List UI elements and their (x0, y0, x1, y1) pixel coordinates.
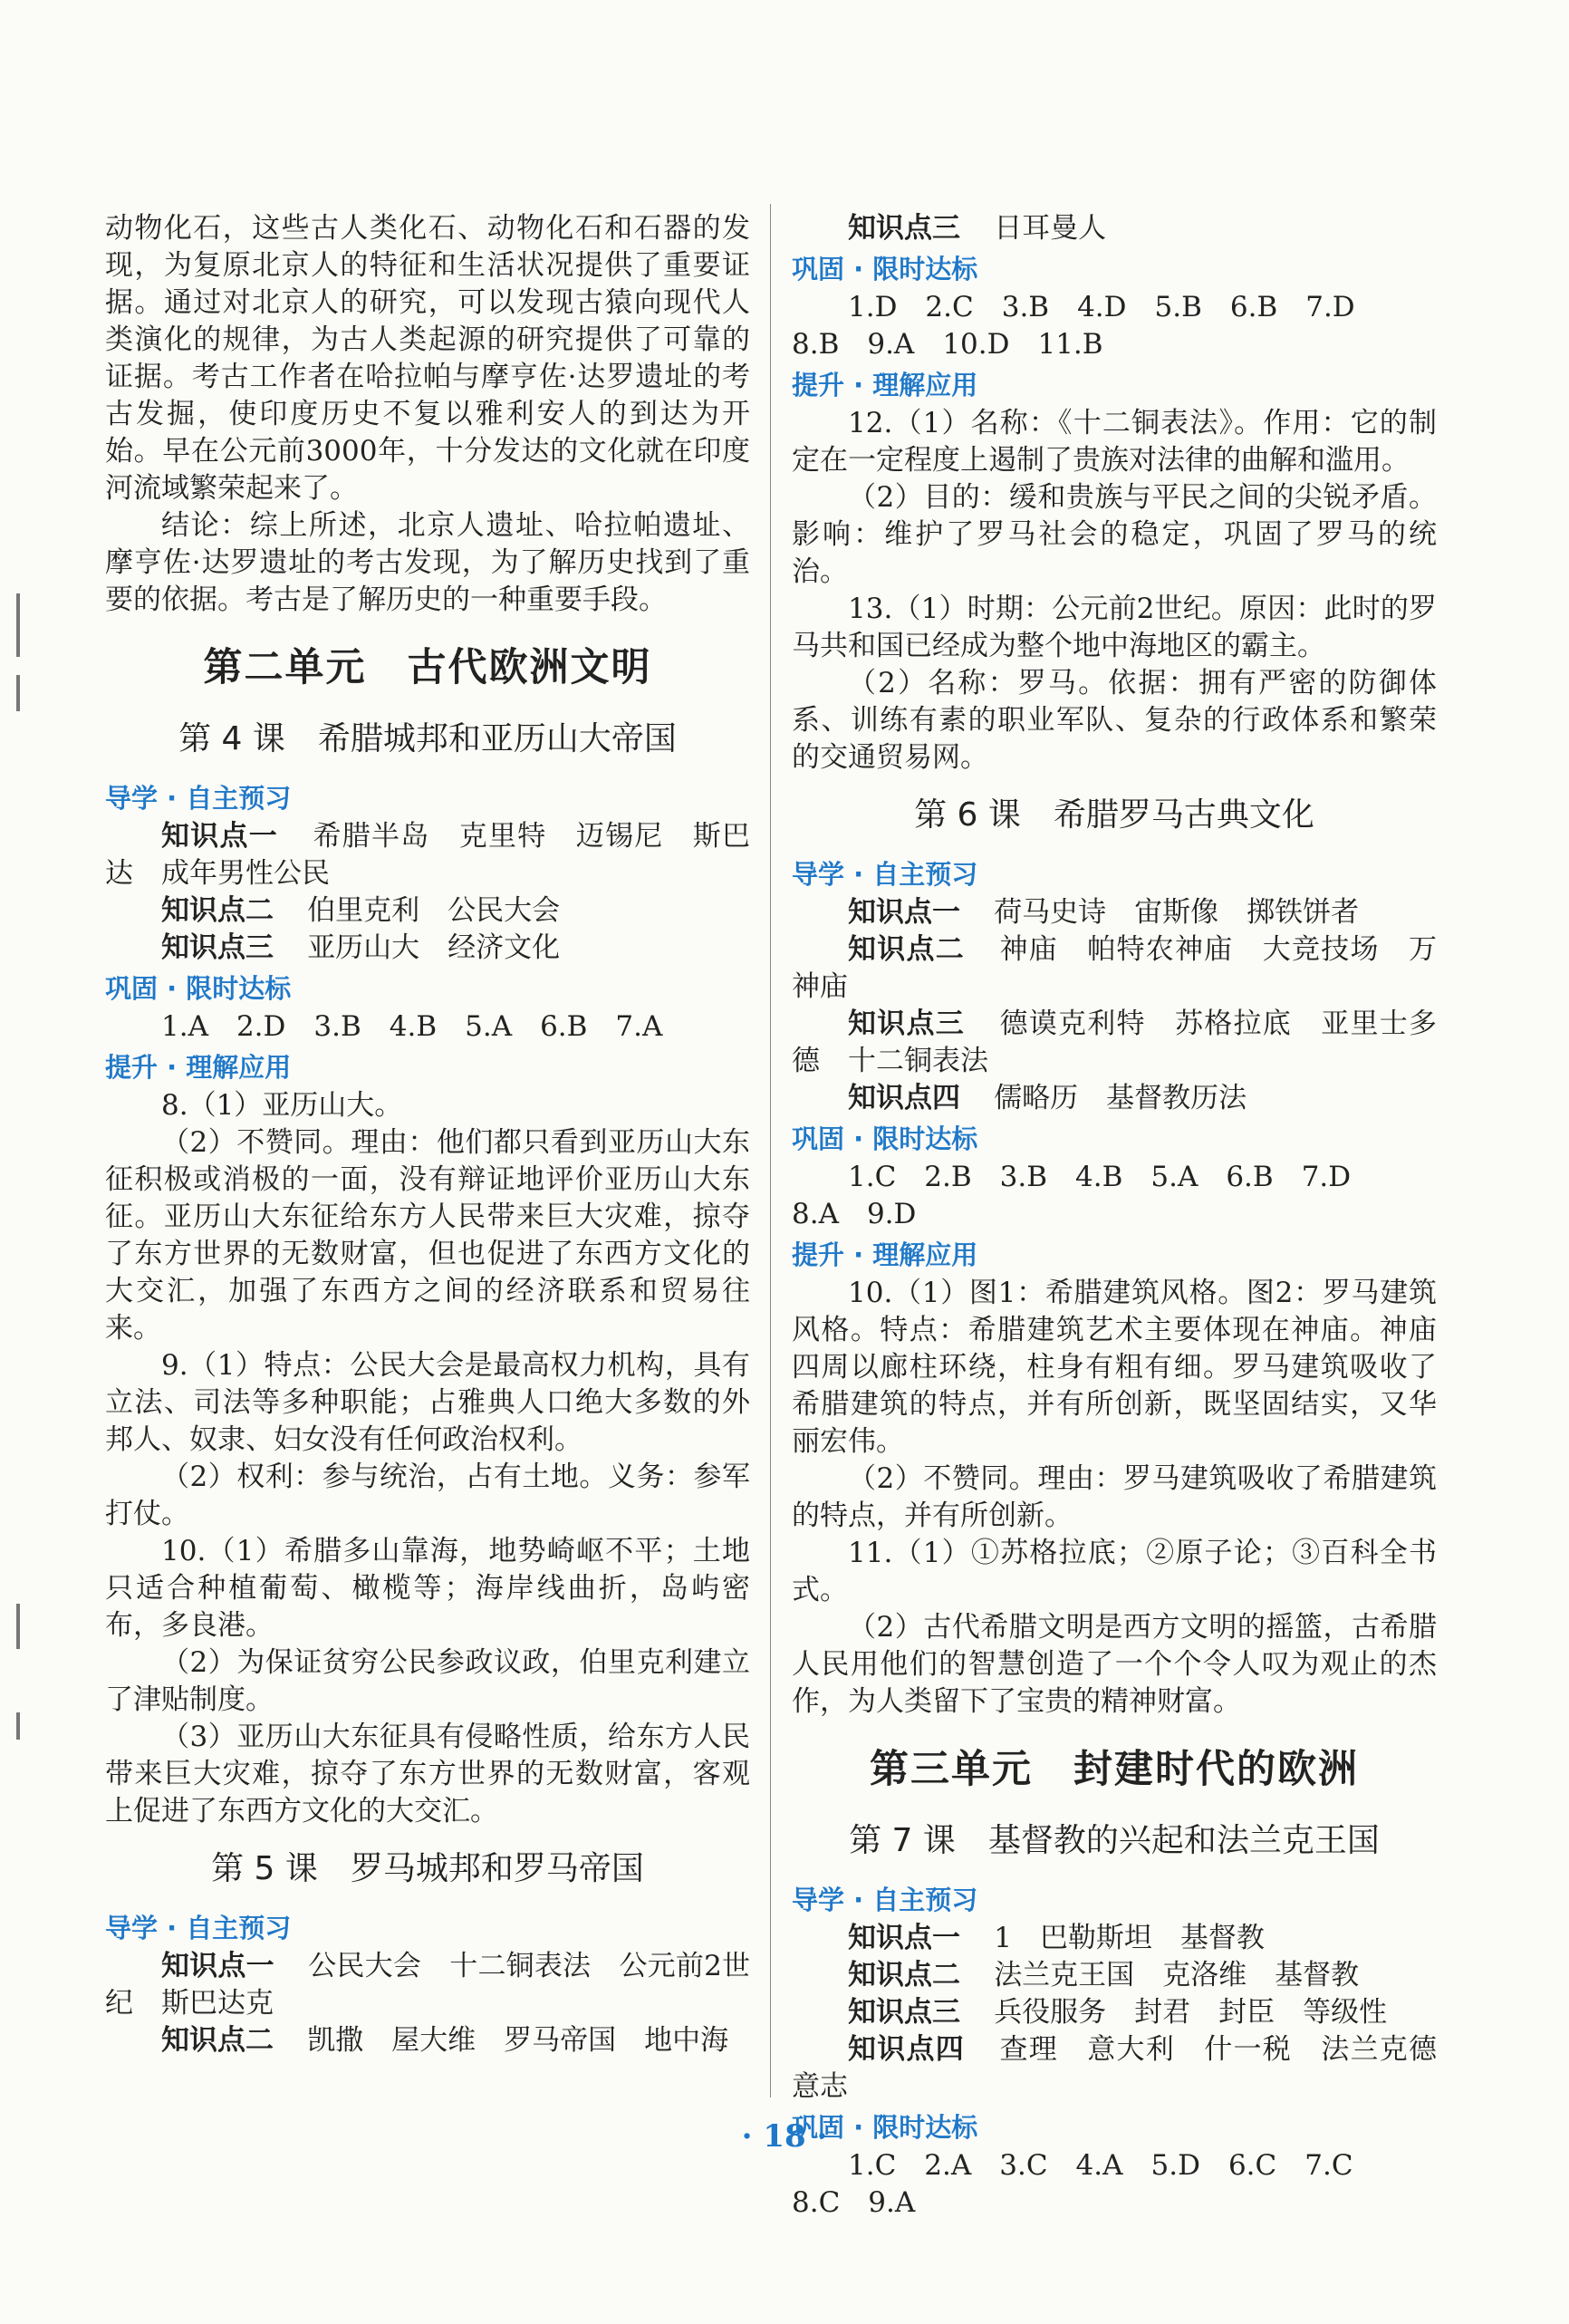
knowledge-point-label: 知识点二 (161, 2024, 274, 2057)
knowledge-point-text: 荷马史诗 宙斯像 掷铁饼者 (994, 896, 1360, 929)
knowledge-point-text: 1 巴勒斯坦 基督教 (994, 1922, 1265, 1954)
knowledge-point-text: 查理 意大利 什一税 法兰克德意志 (792, 2033, 1438, 2103)
answer-line: 8.B 9.A 10.D 11.B (792, 328, 1103, 361)
scan-mark (16, 593, 20, 657)
section-heading: 导学 · 自主预习 (105, 1913, 292, 1943)
unit-title: 第二单元 古代欧洲文明 (203, 645, 652, 690)
section-heading: 导学 · 自主预习 (792, 1885, 978, 1915)
answer-paragraph: 10.（1）图1：希腊建筑风格。图2：罗马建筑风格。特点：希腊建筑艺术主要体现在神庙。神庙四周以廊柱环绕，柱身有粗有细。罗马建筑吸收了希腊建筑的特点，并有所创新，既坚固结实，又华丽宏伟。 (792, 1277, 1437, 1458)
knowledge-point-text: 儒略历 基督教历法 (994, 1082, 1247, 1114)
column-divider (770, 204, 771, 2097)
intro-paragraph: 动物化石，这些古人类化石、动物化石和石器的发现，为复原北京人的特征和生活状况提供了重要证据。通过对北京人的研究，可以发现古猿向现代人类演化的规律，为古人类起源的研究提供了可靠的证据。考古工作者在哈拉帕与摩亨佐·达罗遗址的考古发掘，使印度历史不复以雅利安人的到达为开始。早在公元前3000年，十分发达的文化就在印度河流域繁荣起来了。 (105, 212, 750, 505)
unit-title: 第三单元 封建时代的欧洲 (870, 1747, 1359, 1792)
answer-paragraph: （2）古代希腊文明是西方文明的摇篮，古希腊人民用他们的智慧创造了一个个令人叹为观止的杰作，为人类留下了宝贵的精神财富。 (792, 1611, 1437, 1718)
answer-paragraph: （2）目的：缓和贵族与平民之间的尖锐矛盾。影响：维护了罗马社会的稳定，巩固了罗马的统治。 (792, 481, 1437, 588)
answer-line: 8.A 9.D (792, 1198, 917, 1230)
answer-paragraph: 13.（1）时期：公元前2世纪。原因：此时的罗马共和国已经成为整个地中海地区的霸主。 (792, 593, 1437, 662)
scan-mark (16, 675, 20, 711)
right-column (792, 210, 1437, 2222)
answer-line: 1.C 2.B 3.B 4.B 5.A 6.B 7.D (848, 1161, 1352, 1193)
answer-paragraph: 10.（1）希腊多山靠海，地势崎岖不平；土地只适合种植葡萄、橄榄等；海岸线曲折，岛屿密布，多良港。 (105, 1535, 750, 1642)
knowledge-point-label: 知识点一 (848, 1922, 960, 1954)
lesson-title: 第 4 课 希腊城邦和亚历山大帝国 (178, 720, 677, 757)
lesson-title: 第 5 课 罗马城邦和罗马帝国 (211, 1850, 644, 1887)
answer-paragraph: （2）名称：罗马。依据：拥有严密的防御体系、训练有素的职业军队、复杂的行政体系和繁荣的交通贸易网。 (792, 667, 1437, 774)
knowledge-point-label: 知识点三 (848, 212, 960, 245)
answer-paragraph: （2）为保证贫穷公民参政议政，伯里克利建立了津贴制度。 (105, 1646, 750, 1716)
knowledge-point-text: 亚历山大 经济文化 (307, 931, 561, 964)
lesson-title: 第 6 课 希腊罗马古典文化 (914, 796, 1314, 834)
knowledge-point-label: 知识点一 (161, 1950, 274, 1982)
knowledge-point-label: 知识点二 (161, 894, 274, 927)
scan-mark (16, 1604, 20, 1649)
knowledge-point-text: 公民大会 十二铜表法 公元前2世纪 斯巴达克 (105, 1950, 750, 2020)
knowledge-point-label: 知识点三 (848, 1008, 966, 1040)
section-heading: 巩固 · 限时达标 (792, 2112, 978, 2143)
answer-line: 1.A 2.D 3.B 4.B 5.A 6.B 7.A (161, 1010, 663, 1043)
section-heading: 提升 · 理解应用 (105, 1052, 292, 1083)
knowledge-point-label: 知识点二 (848, 933, 966, 966)
section-heading: 导学 · 自主预习 (792, 859, 978, 890)
knowledge-point-label: 知识点三 (848, 1996, 960, 2029)
knowledge-point-label: 知识点二 (848, 1959, 960, 1991)
lesson-title: 第 7 课 基督教的兴起和法兰克王国 (849, 1822, 1380, 1859)
section-heading: 提升 · 理解应用 (792, 1239, 978, 1270)
knowledge-point-text: 兵役服务 封君 封臣 等级性 (994, 1996, 1388, 2029)
answer-paragraph: 9.（1）特点：公民大会是最高权力机构，具有立法、司法等多种职能；占雅典人口绝大多数的外邦人、奴隶、妇女没有任何政治权利。 (105, 1349, 750, 1456)
left-column (105, 210, 750, 2059)
scan-mark (16, 1712, 20, 1740)
answer-paragraph: 11.（1）①苏格拉底；②原子论；③百科全书式。 (792, 1537, 1437, 1606)
section-heading: 导学 · 自主预习 (105, 783, 292, 814)
conclusion-paragraph: 结论：综上所述，北京人遗址、哈拉帕遗址、摩亨佐·达罗遗址的考古发现，为了解历史找到了重要的依据。考古是了解历史的一种重要手段。 (105, 509, 750, 616)
knowledge-point-label: 知识点一 (161, 820, 279, 853)
answer-paragraph: （3）亚历山大东征具有侵略性质，给东方人民带来巨大灾难，掠夺了东方世界的无数财富，客观上促进了东西方文化的大交汇。 (105, 1721, 750, 1827)
knowledge-point-text: 法兰克王国 克洛维 基督教 (994, 1959, 1360, 1991)
knowledge-point-text: 日耳曼人 (994, 212, 1107, 245)
answer-paragraph: （2）权利：参与统治，占有土地。义务：参军打仗。 (105, 1461, 750, 1530)
knowledge-point-label: 知识点三 (161, 931, 274, 964)
knowledge-point-text: 德谟克利特 苏格拉底 亚里士多德 十二铜表法 (792, 1008, 1438, 1077)
knowledge-point-text: 伯里克利 公民大会 (307, 894, 561, 927)
section-heading: 巩固 · 限时达标 (105, 973, 292, 1004)
section-heading: 提升 · 理解应用 (792, 370, 978, 400)
knowledge-point-text: 希腊半岛 克里特 迈锡尼 斯巴达 成年男性公民 (105, 820, 751, 890)
knowledge-point-text: 神庙 帕特农神庙 大竞技场 万神庙 (792, 933, 1438, 1003)
section-heading: 巩固 · 限时达标 (792, 254, 978, 284)
knowledge-point-label: 知识点一 (848, 896, 960, 929)
page-number: · 18 · (741, 2118, 828, 2155)
knowledge-point-label: 知识点四 (848, 1082, 960, 1114)
answer-paragraph: 12.（1）名称：《十二铜表法》。作用：它的制定在一定程度上遏制了贵族对法律的曲解和滥用。 (792, 407, 1437, 477)
answer-line: 1.D 2.C 3.B 4.D 5.B 6.B 7.D (848, 291, 1355, 323)
answer-paragraph: 8.（1）亚历山大。 (161, 1089, 403, 1122)
answer-line: 1.C 2.A 3.C 4.A 5.D 6.C 7.C (848, 2149, 1353, 2182)
knowledge-point-label: 知识点四 (848, 2033, 966, 2066)
answer-line: 8.C 9.A (792, 2186, 916, 2219)
knowledge-point-text: 凯撒 屋大维 罗马帝国 地中海 (307, 2024, 729, 2057)
section-heading: 巩固 · 限时达标 (792, 1123, 978, 1154)
answer-paragraph: （2）不赞同。理由：他们都只看到亚历山大东征积极或消极的一面，没有辩证地评价亚历山大东征。亚历山大东征给东方人民带来巨大灾难，掠夺了东方世界的无数财富，但也促进了东西方文化的大交汇，加强了东西方之间的经济联系和贸易往来。 (105, 1126, 750, 1345)
answer-paragraph: （2）不赞同。理由：罗马建筑吸收了希腊建筑的特点，并有所创新。 (792, 1462, 1437, 1532)
